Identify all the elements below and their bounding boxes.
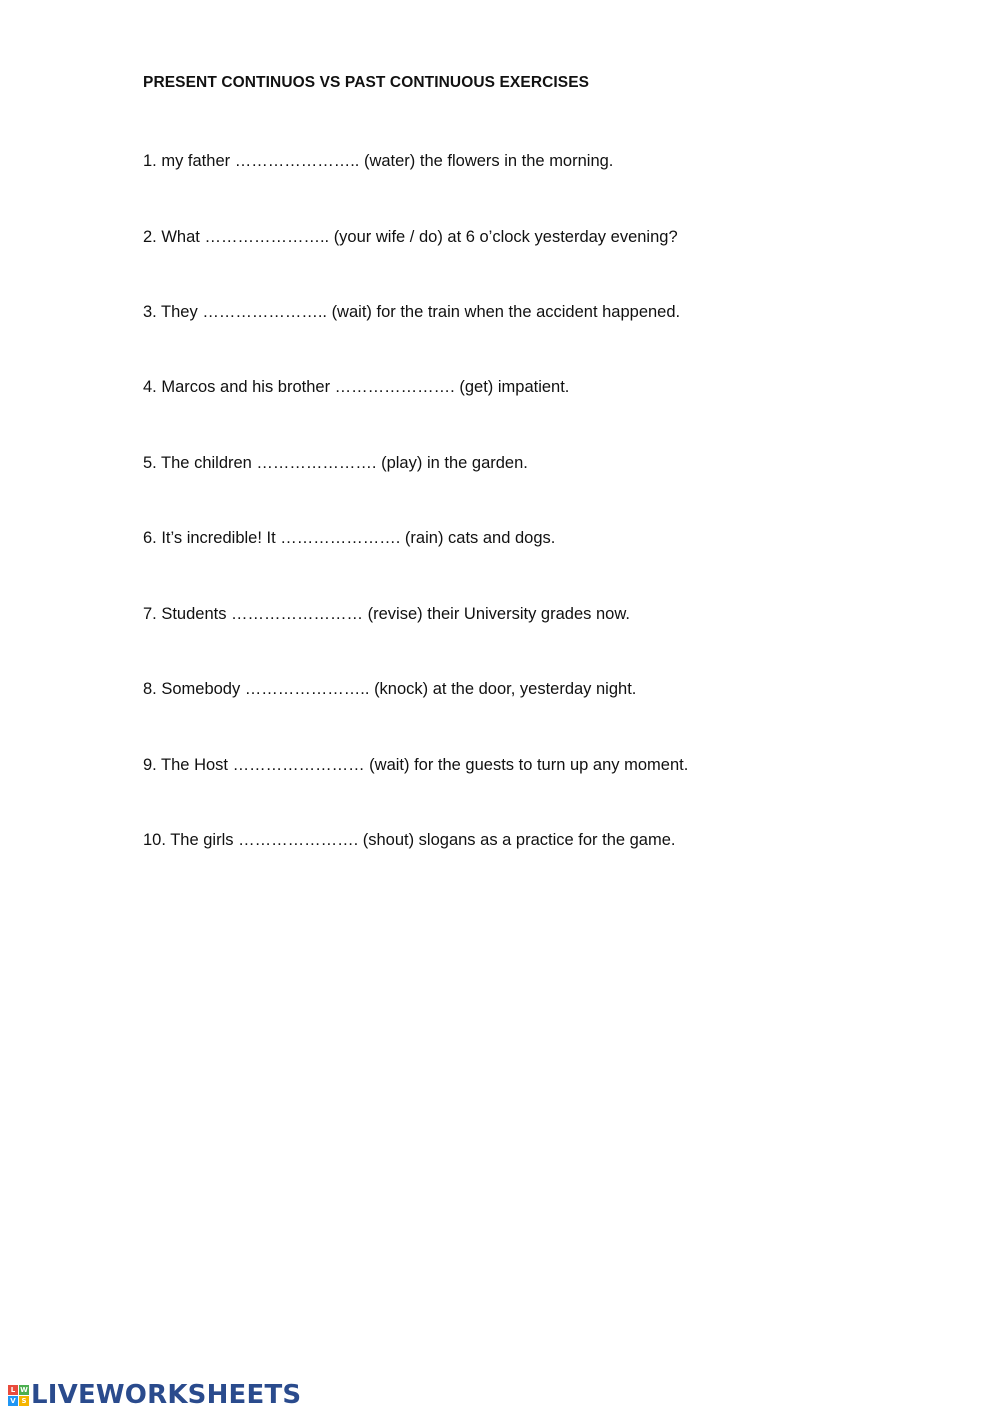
exercise-item: 7. Students …………………… (revise) their University grades now. (143, 605, 630, 623)
exercise-item: 8. Somebody ………………….. (knock) at the door, yesterday night. (143, 680, 637, 698)
exercise-item: 2. What ………………….. (your wife / do) at 6 o’clock yesterday evening? (143, 228, 678, 246)
exercise-item: 6. It’s incredible! It …………………. (rain) cats and dogs. (143, 529, 556, 547)
logo-mark-icon (8, 1385, 29, 1406)
exercise-item: 3. They ………………….. (wait) for the train when the accident happened. (143, 303, 681, 321)
logo-mark-cell: S (19, 1396, 29, 1406)
exercise-item: 9. The Host …………………… (wait) for the guests to turn up any moment. (143, 756, 689, 774)
logo-mark-cell: V (8, 1396, 18, 1406)
exercise-item: 5. The children …………………. (play) in the garden. (143, 454, 528, 472)
exercise-item: 1. my father ………………….. (water) the flowers in the morning. (143, 152, 614, 170)
exercise-item: 10. The girls …………………. (shout) slogans as a practice for the game. (143, 831, 676, 849)
logo-mark-cell: L (8, 1385, 18, 1395)
logo-mark-cell: W (20, 1385, 28, 1394)
exercise-item: 4. Marcos and his brother …………………. (get) impatient. (143, 378, 570, 396)
logo-text: LIVEWORKSHEETS (31, 1380, 302, 1410)
worksheet-title: PRESENT CONTINUOS VS PAST CONTINUOUS EXERCISES (143, 74, 590, 91)
liveworksheets-logo[interactable] (8, 1380, 301, 1410)
